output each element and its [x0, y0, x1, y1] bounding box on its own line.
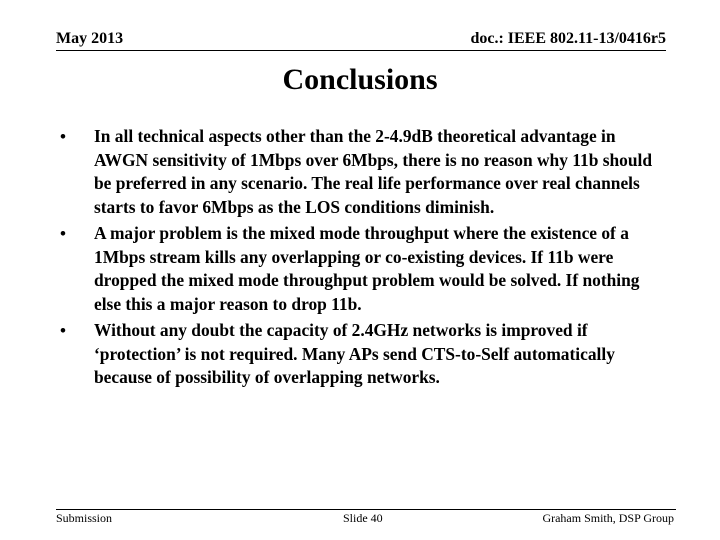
bullet-item-2	[0, 222, 669, 316]
footer-submission: Submission	[56, 511, 113, 525]
header-doc-id: doc.: IEEE 802.11-13/0416r5	[470, 30, 666, 47]
bullet-icon: •	[60, 321, 66, 340]
footer-author: Graham Smith, DSP Group	[542, 511, 674, 525]
bullet-item-3	[0, 319, 669, 390]
footer-divider	[56, 509, 676, 510]
bullet-text: Without any doubt the capacity of 2.4GHz networks is improved if ‘protection’ is not required. Many APs send CTS-to-Self automatically because of possibility of overlapping networks.	[94, 320, 615, 387]
bullet-text: In all technical aspects other than the 2-4.9dB theoretical advantage in AWGN sensitivity of 1Mbps over 6Mbps, there is no reason why 11b should be preferred in any scenario. The real life performance over real channels starts to favor 6Mbps as the LOS conditions diminish.	[94, 126, 653, 217]
bullet-icon: •	[60, 224, 66, 243]
slide-title: Conclusions	[282, 63, 438, 96]
footer-slide-number: Slide 40	[343, 511, 383, 525]
header-date: May 2013	[56, 30, 124, 47]
bullet-list	[0, 125, 720, 393]
header-divider	[56, 50, 666, 51]
bullet-icon: •	[60, 127, 66, 146]
bullet-text: A major problem is the mixed mode throughput where the existence of a 1Mbps stream kills any overlapping or co-existing devices. If 11b were dropped the mixed mode throughput problem would be solved. If nothing else this a major reason to drop 11b.	[94, 223, 640, 314]
bullet-item-1	[0, 125, 669, 219]
